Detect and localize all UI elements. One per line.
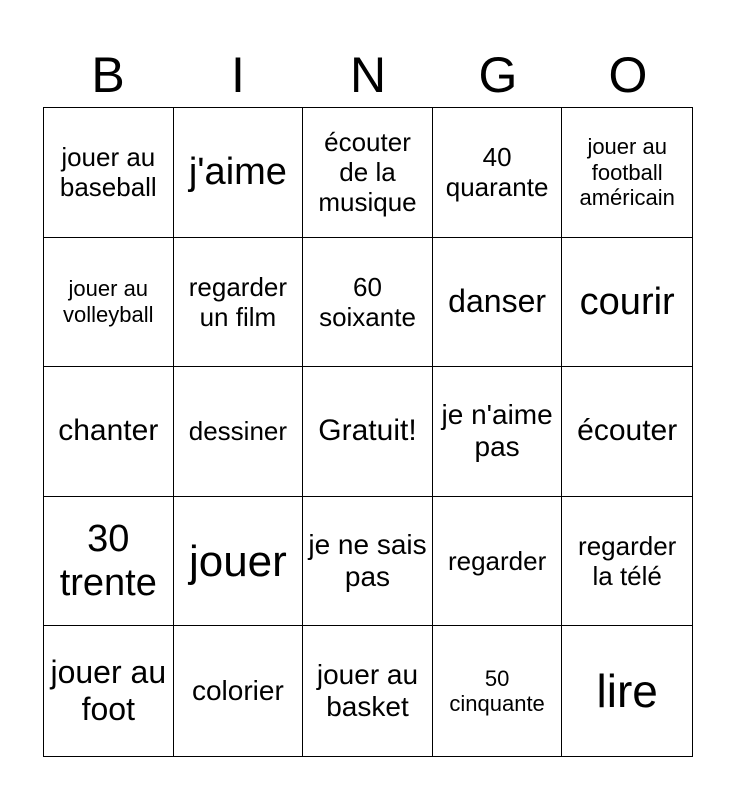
cell-text: dessiner bbox=[188, 416, 288, 447]
cell-text: lire bbox=[596, 664, 658, 717]
cell-text: danser bbox=[448, 283, 547, 320]
bingo-cell-4-4[interactable] bbox=[433, 497, 563, 627]
cell-text: chanter bbox=[58, 414, 159, 448]
cell-text: j'aime bbox=[188, 151, 287, 194]
bingo-title bbox=[43, 44, 693, 106]
bingo-cell-3-1[interactable] bbox=[44, 367, 174, 497]
bingo-cell-1-3[interactable] bbox=[303, 108, 433, 238]
bingo-cell-4-1[interactable] bbox=[44, 497, 174, 627]
cell-text: jouer au foot bbox=[50, 654, 167, 728]
cell-text: 60 soixante bbox=[319, 271, 416, 332]
bingo-cell-5-4[interactable] bbox=[433, 626, 563, 756]
bingo-cell-3-5[interactable] bbox=[562, 367, 692, 497]
title-letter-b: B bbox=[91, 47, 125, 103]
title-letter-i: I bbox=[231, 47, 245, 103]
bingo-cell-1-4[interactable] bbox=[433, 108, 563, 238]
bingo-cell-5-3[interactable] bbox=[303, 626, 433, 756]
bingo-cell-1-1[interactable] bbox=[44, 108, 174, 238]
bingo-cell-4-2[interactable] bbox=[174, 497, 304, 627]
bingo-card bbox=[43, 107, 693, 757]
bingo-cell-2-3[interactable] bbox=[303, 238, 433, 368]
bingo-cell-5-2[interactable] bbox=[174, 626, 304, 756]
cell-text: jouer au football américain bbox=[579, 134, 675, 211]
bingo-cell-2-4[interactable] bbox=[433, 238, 563, 368]
bingo-cell-1-2[interactable] bbox=[174, 108, 304, 238]
bingo-cell-1-5[interactable] bbox=[562, 108, 692, 238]
cell-text: jouer au basket bbox=[316, 658, 419, 723]
cell-text: 50 cinquante bbox=[449, 665, 545, 717]
bingo-cell-free-space[interactable] bbox=[303, 367, 433, 497]
cell-text: jouer au volleyball bbox=[63, 276, 154, 327]
cell-text: je ne sais pas bbox=[308, 528, 427, 593]
cell-text: colorier bbox=[191, 674, 284, 706]
title-letter-n: N bbox=[349, 47, 387, 103]
cell-text: regarder un film bbox=[188, 271, 288, 332]
cell-text: regarder bbox=[447, 546, 547, 577]
bingo-cell-2-1[interactable] bbox=[44, 238, 174, 368]
cell-text: 30 trente bbox=[59, 518, 157, 605]
cell-text: 40 quarante bbox=[445, 142, 549, 203]
bingo-cell-5-5[interactable] bbox=[562, 626, 692, 756]
title-letter-o: O bbox=[608, 47, 648, 103]
bingo-cell-2-2[interactable] bbox=[174, 238, 304, 368]
cell-text: jouer au baseball bbox=[59, 142, 157, 203]
cell-text: jouer bbox=[188, 536, 287, 586]
bingo-cell-4-3[interactable] bbox=[303, 497, 433, 627]
bingo-cell-4-5[interactable] bbox=[562, 497, 692, 627]
cell-text: regarder la télé bbox=[578, 530, 677, 592]
cell-text: je n'aime pas bbox=[441, 399, 553, 463]
cell-text: courir bbox=[579, 280, 675, 323]
bingo-cell-3-2[interactable] bbox=[174, 367, 304, 497]
bingo-cell-3-4[interactable] bbox=[433, 367, 563, 497]
bingo-cell-5-1[interactable] bbox=[44, 626, 174, 756]
cell-text: écouter de la musique bbox=[318, 127, 417, 218]
title-letter-g: G bbox=[478, 47, 518, 103]
bingo-cell-2-5[interactable] bbox=[562, 238, 692, 368]
cell-text: Gratuit! bbox=[318, 414, 417, 448]
cell-text: écouter bbox=[577, 414, 678, 448]
